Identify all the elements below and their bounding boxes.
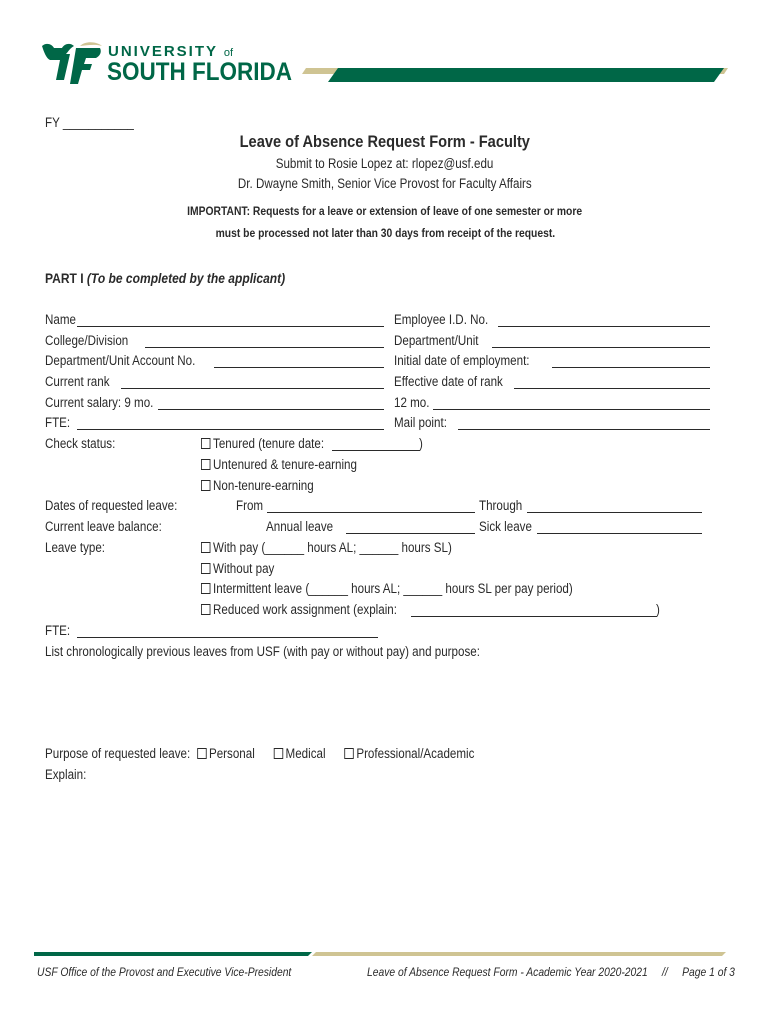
college-division-input[interactable]: [145, 347, 384, 348]
bull-logo-icon: [40, 40, 104, 86]
leave-intermittent[interactable]: [201, 581, 573, 596]
leave-type-label: Leave type:: [45, 540, 106, 555]
professional-label: Professional/Academic: [356, 746, 475, 761]
important-notice-2: must be processed not later than 30 days from receipt of the request.: [215, 226, 555, 240]
through-input[interactable]: [527, 512, 702, 513]
tenured-close-paren: ): [419, 436, 423, 451]
tenured-label: Tenured (tenure date:: [213, 436, 325, 451]
annual-leave-label: Annual leave: [266, 519, 334, 534]
medical-checkbox[interactable]: [274, 748, 283, 759]
reduced-close-paren: ): [656, 602, 660, 617]
logo-line1: UNIVERSITY: [108, 43, 218, 60]
previous-leaves-area[interactable]: [45, 664, 725, 740]
personal-checkbox[interactable]: [197, 748, 206, 759]
leave-without-pay[interactable]: [201, 561, 274, 576]
footer-stripe: [34, 950, 726, 958]
reduced-label: Reduced work assignment (explain:: [213, 602, 397, 617]
initial-employment-input[interactable]: [552, 367, 710, 368]
current-rank-label: Current rank: [45, 374, 110, 389]
tenure-date-input[interactable]: [332, 450, 420, 451]
part-label: PART I: [45, 270, 84, 286]
purpose-row: [45, 746, 474, 761]
medical-label: Medical: [285, 746, 326, 761]
account-no-label: Department/Unit Account No.: [45, 353, 196, 368]
department-unit-label: Department/Unit: [394, 333, 479, 348]
leave-reduced[interactable]: [201, 602, 397, 617]
salary-9mo-label: Current salary: 9 mo.: [45, 395, 154, 410]
tenured-checkbox[interactable]: [201, 438, 210, 449]
without-pay-label: Without pay: [213, 561, 275, 576]
non-tenure-label: Non-tenure-earning: [213, 478, 314, 493]
through-label: Through: [479, 498, 523, 513]
sick-leave-input[interactable]: [537, 533, 702, 534]
employee-id-input[interactable]: [498, 326, 710, 327]
fte-input[interactable]: [77, 429, 384, 430]
reduced-checkbox[interactable]: [201, 604, 210, 615]
personal-label: Personal: [208, 746, 255, 761]
logo-of: of: [223, 47, 234, 59]
header-stripe: [300, 60, 730, 90]
previous-leaves-label: List chronologically previous leaves from USF (with pay or without pay) and purpose:: [45, 644, 480, 659]
intermittent-checkbox[interactable]: [201, 583, 210, 594]
mail-point-input[interactable]: [458, 429, 710, 430]
sick-leave-label: Sick leave: [479, 519, 532, 534]
fte2-label: FTE:: [45, 623, 71, 638]
with-pay-checkbox[interactable]: [201, 542, 210, 553]
explain-label: Explain:: [45, 767, 87, 782]
non-tenure-checkbox[interactable]: [201, 480, 210, 491]
initial-employment-label: Initial date of employment:: [394, 353, 530, 368]
reduced-explain-input[interactable]: [411, 616, 657, 617]
college-division-label: College/Division: [45, 333, 129, 348]
untenured-checkbox[interactable]: [201, 459, 210, 470]
fte2-input[interactable]: [77, 637, 378, 638]
professional-checkbox[interactable]: [344, 748, 353, 759]
provost-line: Dr. Dwayne Smith, Senior Vice Provost for Faculty Affairs: [238, 176, 532, 191]
status-untenured[interactable]: [201, 457, 357, 472]
check-status-label: Check status:: [45, 436, 116, 451]
current-rank-input[interactable]: [121, 388, 384, 389]
part-heading: [45, 270, 285, 286]
effective-rank-input[interactable]: [514, 388, 710, 389]
effective-rank-label: Effective date of rank: [394, 374, 503, 389]
important-notice-1: IMPORTANT: Requests for a leave or extension of leave of one semester or more: [187, 204, 583, 218]
with-pay-label: With pay (______ hours AL; ______ hours SL): [213, 540, 452, 555]
status-tenured[interactable]: [201, 436, 324, 451]
leave-with-pay[interactable]: [201, 540, 452, 555]
salary-12mo-label: 12 mo.: [394, 395, 430, 410]
mail-point-label: Mail point:: [394, 415, 447, 430]
explain-area[interactable]: [45, 786, 725, 936]
balance-label: Current leave balance:: [45, 519, 162, 534]
name-input[interactable]: [77, 326, 384, 327]
department-unit-input[interactable]: [492, 347, 710, 348]
annual-leave-input[interactable]: [346, 533, 475, 534]
employee-id-label: Employee I.D. No.: [394, 312, 489, 327]
untenured-label: Untenured & tenure-earning: [213, 457, 357, 472]
form-title: Leave of Absence Request Form - Faculty: [239, 132, 531, 151]
from-input[interactable]: [267, 512, 475, 513]
from-label: From: [236, 498, 264, 513]
status-non-tenure[interactable]: [201, 478, 314, 493]
fte-label: FTE:: [45, 415, 71, 430]
account-no-input[interactable]: [214, 367, 384, 368]
purpose-label: Purpose of requested leave:: [45, 746, 191, 761]
footer-page-info: Leave of Absence Request Form - Academic Year 2020-2021 // Page 1 of 3: [367, 965, 735, 979]
submit-line: Submit to Rosie Lopez at: rlopez@usf.edu: [276, 156, 494, 171]
part-subheading: (To be completed by the applicant): [86, 270, 286, 286]
salary-9mo-input[interactable]: [158, 409, 384, 410]
fy-field: FY ___________: [45, 115, 134, 130]
dates-label: Dates of requested leave:: [45, 498, 178, 513]
without-pay-checkbox[interactable]: [201, 563, 210, 574]
logo-south-florida-text: SOUTH FLORIDA: [107, 58, 292, 86]
name-label: Name: [45, 312, 76, 327]
intermittent-label: Intermittent leave (______ hours AL; ______ hours SL per pay period): [213, 581, 573, 596]
salary-12mo-input[interactable]: [433, 409, 710, 410]
footer-office: USF Office of the Provost and Executive Vice-President: [37, 965, 292, 979]
